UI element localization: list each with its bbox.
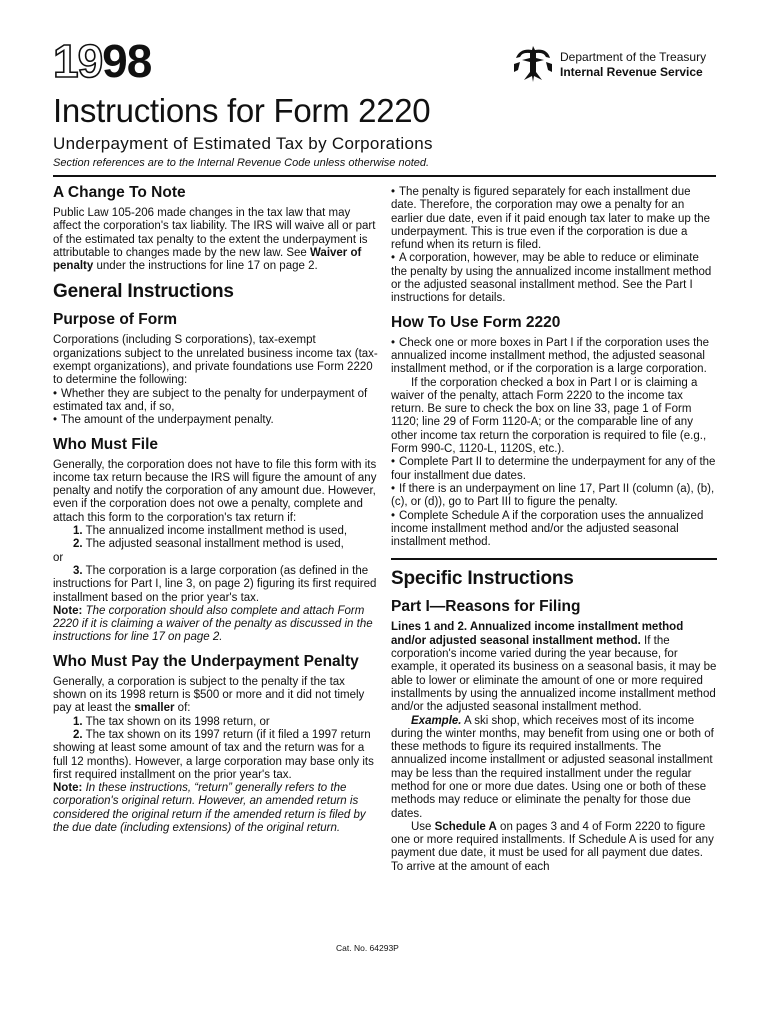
lines-text: If the corporation's income varied during the year because, for example, it operated its business on a seasonal basis, it may be able to lower or eliminate the amount of one or more required installments by using the annualized income installment method and/or the adjusted seasonal installment method. (391, 634, 717, 714)
purpose-bullet-1: • Whether they are subject to the penalty for underpayment of estimated tax and, if so, (53, 388, 378, 415)
note-text: In these instructions, “return” generally refers to the corporation's original return. However, an amended return is considered the original return if the amended return is filed by the due date (including extensions) of the original return. (53, 782, 366, 834)
agency-dept: Department of the Treasury (560, 50, 707, 64)
how-bullet-1: • Check one or more boxes in Part I if the corporation uses the annualized income installment method, the adjusted seasonal installment method, or if the corporation is a large corporation. (391, 337, 717, 377)
penalty-bullet-2: • A corporation, however, may be able to reduce or eliminate the penalty by using the annualized income installment method or the adjusted seasonal installment method. See the Part I instructions for details. (391, 252, 717, 305)
how-to-use-heading: How To Use Form 2220 (391, 313, 561, 331)
purpose-paragraph: Corporations (including S corporations), tax-exempt organizations subject to the unrelated business income tax (tax-exempt organizations), and private foundations use Form 2220 to determine the following: (53, 334, 378, 387)
section-divider (391, 558, 717, 560)
item-text: The corporation is a large corporation (as defined in the instructions for Part I, line 3, on page 2) figuring its first required installment based on the prior year's tax. (53, 564, 377, 604)
general-instructions-heading: General Instructions (53, 281, 234, 303)
change-text-c: under the instructions for line 17 on page 2. (93, 260, 318, 273)
part1-heading: Part I—Reasons for Filing (391, 598, 581, 616)
example-paragraph (391, 715, 717, 821)
change-paragraph (53, 207, 378, 273)
item-text: The tax shown on its 1997 return (if it filed a 1997 return showing at least some amount of tax and the return was for a full 12 months). However, a large corporation may base only its first required installment on the prior year's tax. (53, 728, 374, 781)
specific-instructions-heading: Specific Instructions (391, 568, 574, 590)
lines-bold-text: Lines 1 and 2. Annualized income installment method and/or adjusted seasonal installment method. (391, 621, 684, 647)
item-text: The tax shown on its 1998 return, or (82, 715, 270, 728)
page-title: Instructions for Form 2220 (53, 92, 431, 129)
how-paragraph: If the corporation checked a box in Part I or is claiming a waiver of the penalty, attach Form 2220 to the income tax return. Be sure to check the box on line 33, page 1 of Form 1120; line 29 of Form 1120-A; or the comparable line of any other income tax return the corporation is required to file (e.g., Form 990-C, 1120-L, 1120S, etc.). (391, 376, 707, 456)
who-pay-smaller: smaller (134, 702, 175, 715)
schedule-paragraph (391, 821, 717, 874)
header-rule (53, 175, 716, 177)
how-bullet-3: • If there is an underpayment on line 17, Part II (column (a), (b), (c), or (d)), go to Part III to figure the penalty. (391, 483, 717, 510)
lines-paragraph (391, 621, 717, 714)
who-must-pay-paragraph (53, 676, 378, 716)
use-text-b: on pages 3 and 4 of Form 2220 to figure one or more required installments. If Schedule A is used for any payment due date, it must be used for all payment due dates. To arrive at the amount of each (391, 820, 714, 873)
who-pay-text-b: of: (174, 702, 191, 715)
list-item (53, 565, 378, 605)
use-text-a: Use (411, 820, 435, 833)
agency-block (512, 44, 706, 84)
agency-irs: Internal Revenue Service (560, 65, 703, 79)
how-bullet-2: • Complete Part II to determine the underpayment for any of the four installment due dates. (391, 456, 717, 483)
list-item (53, 525, 378, 538)
change-text-bold: Waiver of penalty (53, 246, 362, 273)
page-subtitle: Underpayment of Estimated Tax by Corporations (53, 134, 433, 153)
note-paragraph (53, 605, 378, 645)
year-outline-digits: 19 (53, 35, 103, 87)
right-column (391, 186, 717, 874)
who-must-file-paragraph: Generally, the corporation does not have to file this form with its income tax return because the IRS will figure the amount of any penalty and notify the corporation of any amount due. However, even if the corporation does not owe a penalty, complete and attach this form to the corporation's tax return if: (53, 458, 377, 524)
list-item (53, 716, 378, 729)
or-text: or (53, 551, 64, 564)
change-text-a: Public Law 105-206 made changes in the tax law that may affect the corporation's tax liability. The IRS will waive all or part of the estimated tax penalty to the extent the underpayment is attributable to changes made by the new law. See (53, 207, 376, 259)
schedule-a-bold: Schedule A (434, 820, 497, 833)
item-text: The annualized income installment method is used, (82, 525, 348, 538)
item-number: 3. (73, 564, 83, 577)
purpose-heading: Purpose of Form (53, 311, 178, 329)
item-number: 2. (73, 538, 83, 551)
note-label: Note: (53, 782, 83, 795)
catalog-number: Cat. No. 64293P (336, 943, 399, 953)
note-label: Note: (53, 604, 83, 617)
item-text: The adjusted seasonal installment method is used, (82, 538, 344, 551)
note-text: The corporation should also complete and attach Form 2220 if it is claiming a waiver of the penalty as discussed in the instructions for line 17 on page 2. (53, 604, 373, 644)
form-year (53, 35, 152, 87)
who-must-pay-heading: Who Must Pay the Underpayment Penalty (53, 652, 359, 670)
example-label: Example. (411, 714, 462, 727)
item-number: 2. (73, 728, 83, 741)
irs-eagle-icon (512, 44, 554, 84)
year-bold-digits: 98 (102, 35, 152, 87)
penalty-bullet-1: • The penalty is figured separately for each installment due date. Therefore, the corporation may owe a penalty for an earlier due date, even if it paid enough tax later to make up the underpayment. This is true even if the corporation is due a refund when its return is filed. (391, 186, 717, 252)
example-text: A ski shop, which receives most of its income during the winter months, may benefit from using one or both of these methods to figure its required installments. The annualized income installment or adjusted seasonal installment may be less than the required installment under the regular method for one or more due dates. Using one or both of these methods may reduce or eliminate the penalty for those due dates. (391, 714, 714, 820)
who-must-file-heading: Who Must File (53, 435, 159, 453)
how-bullet-4: • Complete Schedule A if the corporation uses the annualized income installment method and/or the adjusted seasonal installment method. (391, 510, 717, 550)
change-heading: A Change To Note (53, 184, 186, 201)
section-reference-note: Section references are to the Internal Revenue Code unless otherwise noted. (53, 157, 430, 169)
list-item (53, 538, 378, 551)
note-paragraph (53, 782, 378, 835)
item-number: 1. (73, 715, 83, 728)
list-item (53, 729, 378, 782)
item-number: 1. (73, 525, 83, 538)
purpose-bullet-2: • The amount of the underpayment penalty. (53, 414, 378, 427)
who-pay-text-a: Generally, a corporation is subject to the penalty if the tax shown on its 1998 return is $500 or more and it did not timely pay at least the (53, 675, 365, 715)
left-column (53, 184, 378, 835)
agency-text (560, 44, 706, 80)
